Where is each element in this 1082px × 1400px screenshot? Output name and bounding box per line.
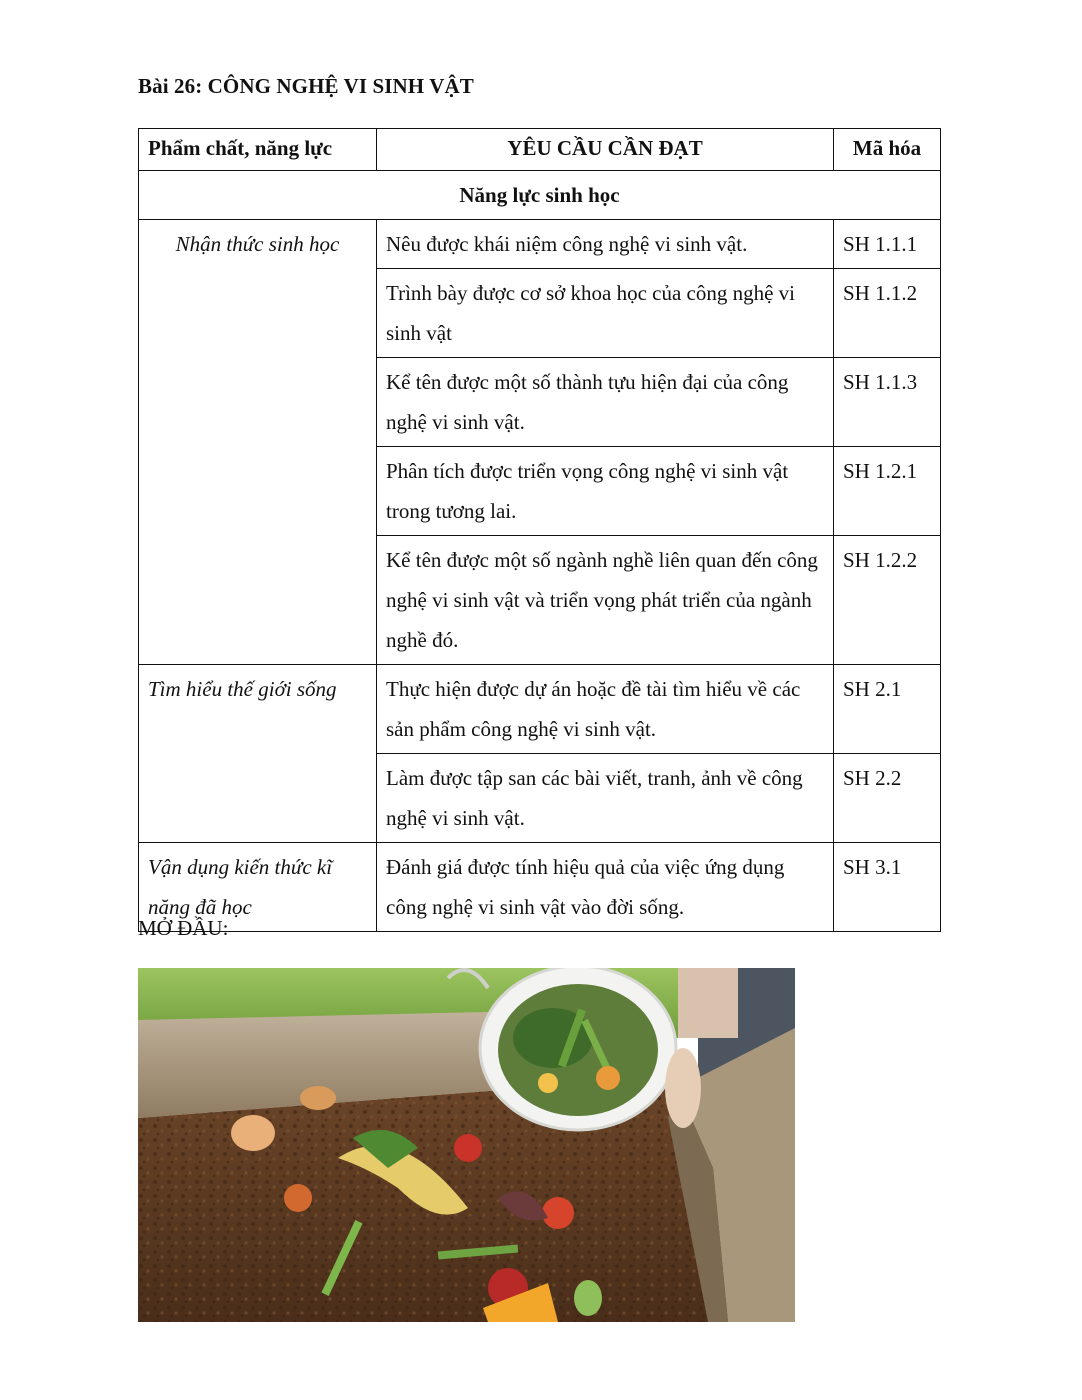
code-cell: SH 1.2.2 [834, 536, 941, 665]
header-competency: Phẩm chất, năng lực [139, 129, 377, 171]
table-row [139, 220, 941, 269]
code-cell: SH 2.1 [834, 665, 941, 754]
requirement-cell: Nêu được khái niệm công nghệ vi sinh vật. [377, 220, 834, 269]
compost-illustration [138, 968, 795, 1322]
compost-photo [138, 968, 795, 1322]
header-code: Mã hóa [834, 129, 941, 171]
section-row [139, 171, 941, 220]
requirement-cell: Làm được tập san các bài viết, tranh, ảnh về công nghệ vi sinh vật. [377, 754, 834, 843]
code-cell: SH 3.1 [834, 843, 941, 932]
requirement-cell: Phân tích được triển vọng công nghệ vi sinh vật trong tương lai. [377, 447, 834, 536]
requirement-cell: Kể tên được một số ngành nghề liên quan đến công nghệ vi sinh vật và triển vọng phát triển của ngành nghề đó. [377, 536, 834, 665]
section-title: Năng lực sinh học [139, 171, 941, 220]
table-row [139, 843, 941, 932]
lesson-title: Bài 26: CÔNG NGHỆ VI SINH VẬT [138, 74, 474, 98]
code-cell: SH 1.2.1 [834, 447, 941, 536]
code-cell: SH 1.1.1 [834, 220, 941, 269]
code-cell: SH 1.1.3 [834, 358, 941, 447]
requirement-cell: Kể tên được một số thành tựu hiện đại của công nghệ vi sinh vật. [377, 358, 834, 447]
table-row [139, 665, 941, 754]
requirement-cell: Thực hiện được dự án hoặc đề tài tìm hiểu về các sản phẩm công nghệ vi sinh vật. [377, 665, 834, 754]
group-cell: Vận dụng kiến thức kĩ năng đã học [139, 843, 377, 932]
requirement-cell: Đánh giá được tính hiệu quả của việc ứng dụng công nghệ vi sinh vật vào đời sống. [377, 843, 834, 932]
requirements-table [138, 128, 941, 932]
header-requirement: YÊU CẦU CẦN ĐẠT [377, 129, 834, 171]
intro-heading: MỞ ĐẦU: [138, 916, 229, 940]
code-cell: SH 1.1.2 [834, 269, 941, 358]
code-cell: SH 2.2 [834, 754, 941, 843]
table-header-row [139, 129, 941, 171]
requirement-cell: Trình bày được cơ sở khoa học của công nghệ vi sinh vật [377, 269, 834, 358]
group-cell: Tìm hiểu thế giới sống [139, 665, 377, 843]
group-cell: Nhận thức sinh học [139, 220, 377, 665]
